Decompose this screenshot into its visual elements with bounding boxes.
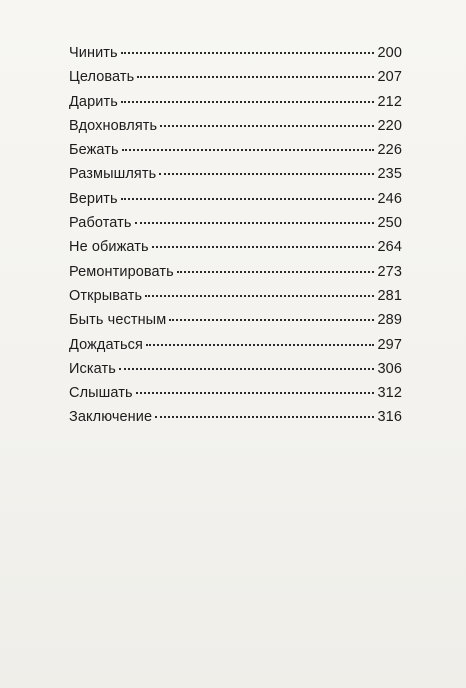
toc-entry bbox=[69, 69, 402, 93]
toc-entry bbox=[69, 142, 402, 166]
toc-entry-title: Не обижать bbox=[69, 239, 149, 256]
toc-entry bbox=[69, 215, 402, 239]
toc-entry bbox=[69, 385, 402, 409]
toc-entry-title: Быть честным bbox=[69, 312, 167, 329]
toc-entry-page: 200 bbox=[377, 45, 402, 61]
toc-leader-dots bbox=[160, 125, 373, 127]
toc-entry-page: 264 bbox=[377, 239, 402, 256]
toc-leader-dots bbox=[137, 76, 373, 78]
toc-entry-page: 220 bbox=[377, 117, 402, 134]
toc-entry bbox=[69, 409, 402, 433]
toc-leader-dots bbox=[122, 149, 374, 151]
toc-entry-page: 306 bbox=[377, 360, 402, 377]
toc-entry-page: 312 bbox=[377, 385, 402, 402]
toc-entry-title: Заключение bbox=[69, 409, 153, 426]
toc-entry bbox=[69, 94, 402, 118]
toc-entry bbox=[69, 118, 402, 142]
toc-entry-page: 297 bbox=[377, 336, 402, 353]
toc-entry-title: Дарить bbox=[69, 93, 118, 110]
toc-entry-page: 281 bbox=[377, 287, 402, 304]
toc-leader-dots bbox=[177, 271, 374, 273]
toc-entry-page: 250 bbox=[377, 215, 402, 232]
toc-entry-title: Работать bbox=[69, 215, 132, 232]
toc-entry bbox=[69, 264, 402, 288]
toc-leader-dots bbox=[155, 416, 373, 418]
toc-entry bbox=[69, 166, 402, 190]
toc-entry bbox=[69, 288, 402, 312]
toc-entry-title: Слышать bbox=[69, 385, 133, 402]
toc-entry-title: Размышлять bbox=[69, 166, 157, 183]
toc-entry-title: Вдохновлять bbox=[69, 117, 158, 134]
toc-entry-page: 246 bbox=[377, 190, 402, 207]
toc-entry bbox=[69, 239, 402, 263]
toc-entry-title: Дождаться bbox=[69, 336, 143, 353]
toc-entry-title: Открывать bbox=[69, 287, 143, 304]
toc-entry-page: 316 bbox=[377, 409, 402, 426]
toc-entry bbox=[69, 312, 402, 336]
toc-leader-dots bbox=[152, 246, 374, 248]
toc-entry bbox=[69, 45, 402, 69]
toc-entry-page: 273 bbox=[377, 263, 402, 280]
toc-entry-title: Чинить bbox=[69, 45, 118, 61]
toc-leader-dots bbox=[119, 368, 374, 370]
toc-entry-page: 212 bbox=[377, 93, 402, 110]
toc-leader-dots bbox=[121, 198, 374, 200]
toc-entry-title: Ремонтировать bbox=[69, 263, 174, 280]
toc-leader-dots bbox=[146, 344, 374, 346]
toc-entry-page: 207 bbox=[377, 69, 402, 86]
toc-entry-page: 289 bbox=[377, 312, 402, 329]
toc-entry-title: Верить bbox=[69, 190, 118, 207]
toc-entry-title: Целовать bbox=[69, 69, 135, 86]
toc-leader-dots bbox=[121, 101, 374, 103]
toc-entry-page: 235 bbox=[377, 166, 402, 183]
toc-entry-page: 226 bbox=[377, 142, 402, 159]
toc-leader-dots bbox=[136, 392, 374, 394]
toc-leader-dots bbox=[121, 52, 374, 54]
toc-entry-title: Бежать bbox=[69, 142, 119, 159]
table-of-contents bbox=[69, 45, 402, 434]
toc-entry bbox=[69, 191, 402, 215]
toc-entry bbox=[69, 337, 402, 361]
toc-entry-title: Искать bbox=[69, 360, 116, 377]
toc-leader-dots bbox=[135, 222, 374, 224]
toc-leader-dots bbox=[169, 319, 373, 321]
toc-entry bbox=[69, 361, 402, 385]
toc-leader-dots bbox=[159, 173, 373, 175]
toc-leader-dots bbox=[145, 295, 373, 297]
